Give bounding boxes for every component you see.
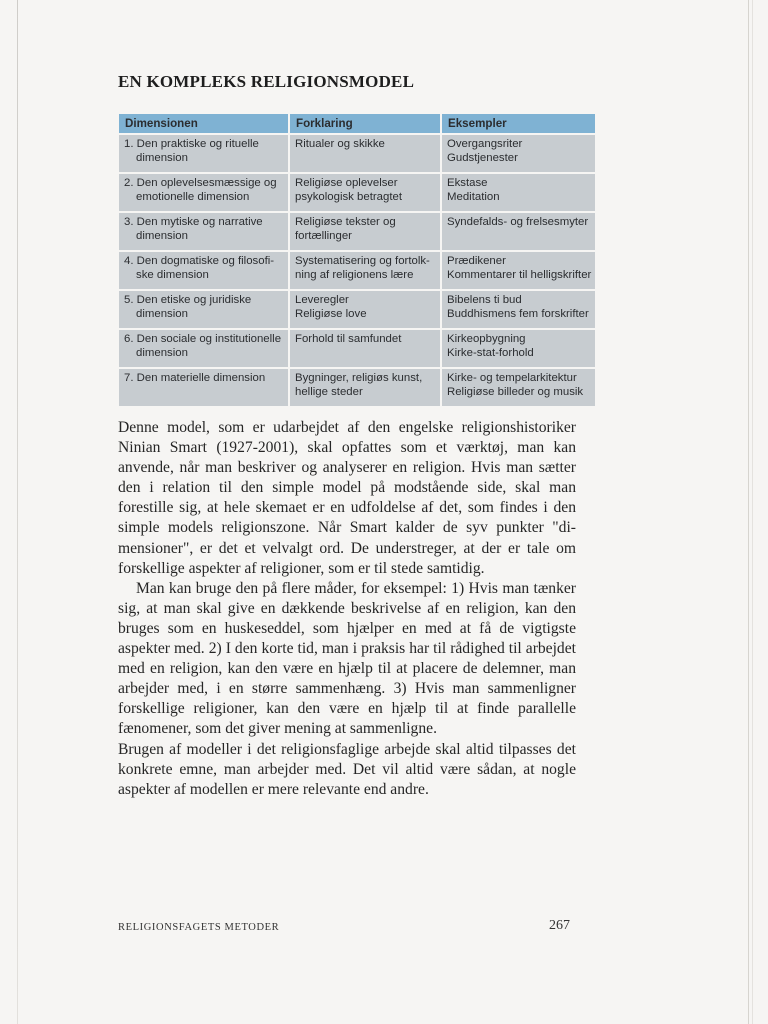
- paragraph-2: Man kan bruge den på flere måder, for eksempel: 1) Hvis man tænker sig, at man skal give en dækkende beskrivelse af en religion, kan den bruges som en huskeseddel, som hjælper en med at få de vigtigste aspekter med. 2) I den korte tid, man i praksis har til rådighed til arbejdet med en religion, kan den være en hjælp til at placere de delemner, man arbejder med, i en større sammenhæng. 3) Hvis man sammenligner forskellige religioner, kan den være en hjælp til at finde parallelle fænomener, som det giver mening at sammenligne.: [118, 579, 576, 738]
- cell-line: Forhold til samfundet: [295, 333, 402, 345]
- cell-explanation: [289, 134, 441, 173]
- cell-explanation: [289, 251, 441, 290]
- cell-line: Bygninger, religiøs kunst,: [295, 372, 423, 384]
- cell-line: Gudstjenester: [447, 152, 518, 164]
- table-row: [119, 212, 595, 251]
- cell-explanation: [289, 368, 441, 406]
- cell-line: Kirke- og tempelarkitektur: [447, 372, 577, 384]
- cell-line: 7. Den materielle dimension: [124, 372, 266, 384]
- cell-examples: [441, 368, 595, 406]
- cell-dimension: [119, 134, 289, 173]
- cell-line: Meditation: [447, 191, 500, 203]
- cell-line: ske dimension: [136, 269, 209, 281]
- paragraph-1: Denne model, som er udarbejdet af den engelske religionshistoriker Ninian Smart (1927-2001), skal opfattes som et værktøj, man kan anvende, når man beskriver og analyserer en religion. Hvis man sætter den i relation til den simple model på modstående side, skal man forestille sig, at hele skemaet er en udfoldelse af det, som findes i den simple models religionszone. Når Smart kalder de syv punkter "dimensioner", er det et velvalgt ord. De understreger, at der er tale om forskellige aspekter af religioner, som er til stede samtidig.: [118, 419, 576, 577]
- page-number: 267: [549, 918, 570, 933]
- cell-line: hellige steder: [295, 386, 363, 398]
- cell-line: psykologisk betragtet: [295, 191, 403, 203]
- cell-line: Religiøse billeder og musik: [447, 386, 584, 398]
- cell-line: 1. Den praktiske og rituelle: [124, 138, 259, 150]
- cell-dimension: [119, 368, 289, 406]
- cell-examples: [441, 134, 595, 173]
- paragraph-3: Brugen af modeller i det religionsfaglige arbejde skal altid tilpasses det konkrete emne, man arbejder med. Det vil altid være sådan, at nogle aspekter af modellen er mere relevante end andre.: [118, 740, 576, 798]
- table-body: [119, 134, 595, 406]
- table-row: [119, 329, 595, 368]
- cell-explanation: [289, 329, 441, 368]
- religion-model-table: [119, 114, 595, 406]
- cell-line: Buddhismens fem forskrifter: [447, 308, 589, 320]
- cell-line: 4. Den dogmatiske og filosofi-: [124, 255, 275, 267]
- table-row: [119, 251, 595, 290]
- cell-line: Syndefalds- og frelsesmyter: [447, 216, 589, 228]
- table-row: [119, 290, 595, 329]
- page-edge-left: [17, 0, 18, 1024]
- cell-line: fortællinger: [295, 230, 352, 242]
- cell-line: 3. Den mytiske og narrative: [124, 216, 263, 228]
- running-title: RELIGIONSFAGETS METODER: [118, 922, 280, 933]
- cell-line: Prædikener: [447, 255, 506, 267]
- cell-examples: [441, 329, 595, 368]
- cell-dimension: [119, 290, 289, 329]
- cell-line: dimension: [136, 308, 188, 320]
- header-explanation: Forklaring: [289, 114, 441, 134]
- cell-explanation: [289, 212, 441, 251]
- cell-line: Religiøse tekster og: [295, 216, 396, 228]
- cell-line: Systematisering og fortolk-: [295, 255, 430, 267]
- page-edge-right: [748, 0, 749, 1024]
- cell-explanation: [289, 173, 441, 212]
- table-row: [119, 368, 595, 406]
- table-row: [119, 134, 595, 173]
- body-text: [118, 418, 576, 800]
- cell-line: 5. Den etiske og juridiske: [124, 294, 252, 306]
- cell-line: emotionelle dimension: [136, 191, 250, 203]
- cell-line: dimension: [136, 152, 188, 164]
- page-title: EN KOMPLEKS RELIGIONSMODEL: [118, 72, 415, 91]
- table-row: [119, 173, 595, 212]
- cell-examples: [441, 173, 595, 212]
- cell-line: Ekstase: [447, 177, 488, 189]
- cell-examples: [441, 290, 595, 329]
- header-examples: Eksempler: [441, 114, 595, 134]
- cell-line: dimension: [136, 230, 188, 242]
- cell-line: Kirkeopbygning: [447, 333, 526, 345]
- cell-dimension: [119, 212, 289, 251]
- cell-line: Religiøse love: [295, 308, 367, 320]
- cell-line: Leveregler: [295, 294, 349, 306]
- cell-dimension: [119, 251, 289, 290]
- cell-dimension: [119, 329, 289, 368]
- cell-examples: [441, 212, 595, 251]
- cell-explanation: [289, 290, 441, 329]
- cell-line: Religiøse oplevelser: [295, 177, 398, 189]
- cell-line: 2. Den oplevelsesmæssige og: [124, 177, 277, 189]
- cell-line: dimension: [136, 347, 188, 359]
- cell-examples: [441, 251, 595, 290]
- page-edge-right-shadow: [752, 0, 753, 1024]
- cell-line: Ritualer og skikke: [295, 138, 385, 150]
- table-header-row: [119, 114, 595, 134]
- cell-dimension: [119, 173, 289, 212]
- cell-line: Overgangsriter: [447, 138, 523, 150]
- cell-line: Kommentarer til helligskrifter: [447, 269, 592, 281]
- cell-line: 6. Den sociale og institutionelle: [124, 333, 282, 345]
- cell-line: ning af religionens lære: [295, 269, 414, 281]
- cell-line: Kirke-stat-forhold: [447, 347, 534, 359]
- cell-line: Bibelens ti bud: [447, 294, 522, 306]
- header-dimension: Dimensionen: [119, 114, 289, 134]
